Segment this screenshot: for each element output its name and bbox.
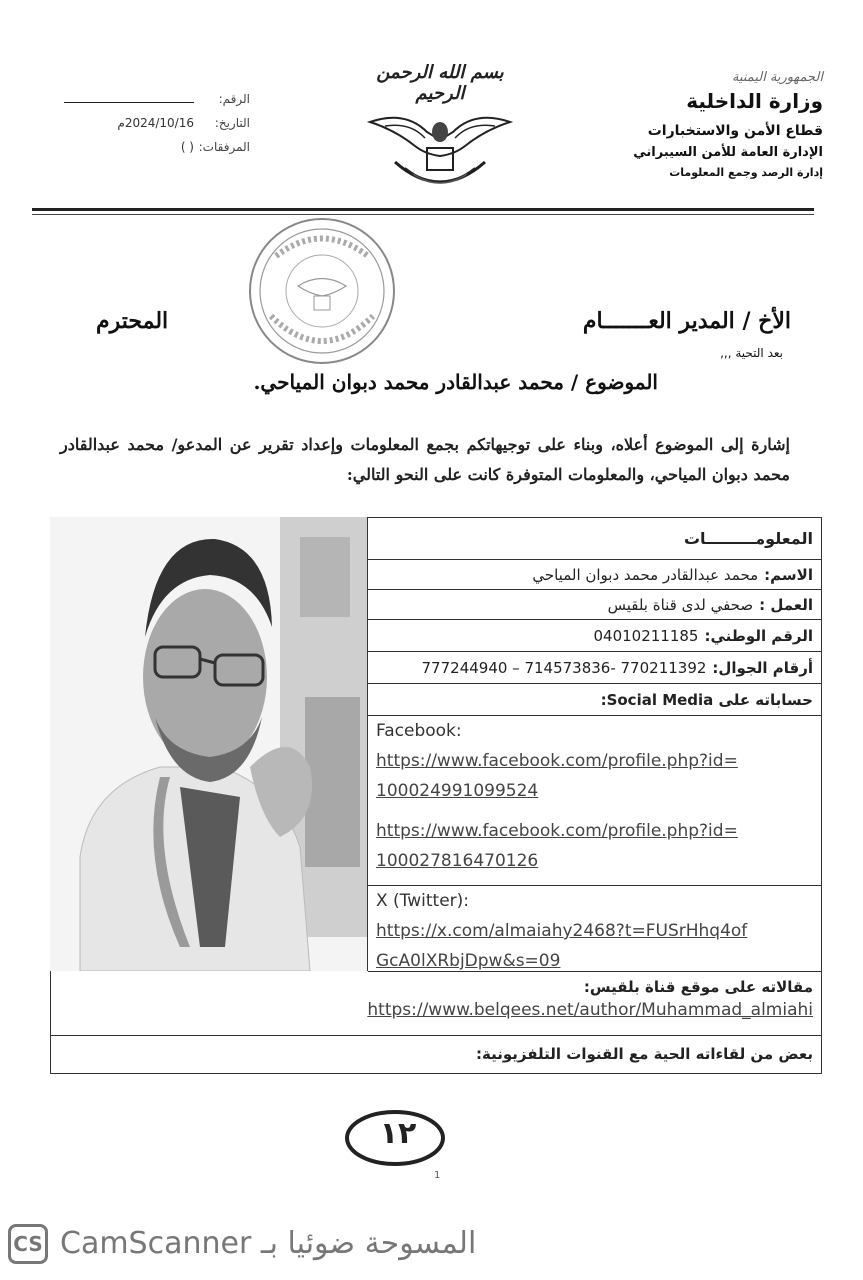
national-id-value: 04010211185 <box>593 626 699 645</box>
camscanner-logo-icon: CS <box>8 1224 48 1264</box>
republic-name: الجمهورية اليمنية <box>731 70 823 85</box>
twitter-label: X (Twitter): <box>376 891 470 911</box>
social-row <box>368 684 821 716</box>
attachments-value: ( ) <box>180 140 194 154</box>
honorific: المحترم <box>96 308 169 334</box>
twitter-link-b[interactable]: GcA0lXRbjDpw&s=09 <box>376 951 561 971</box>
greeting: بعد التحية ,,, <box>720 346 783 360</box>
department-name: إدارة الرصد وجمع المعلومات <box>669 166 823 179</box>
job-label: العمل : <box>759 595 813 614</box>
articles-label: مقالاته على موقع قناة بلقيس: <box>583 978 813 996</box>
sector-name: قطاع الأمن والاستخبارات <box>647 123 823 139</box>
national-emblem-icon <box>365 102 515 194</box>
camscanner-text: CamScanner المسوحة ضوئيا بـ <box>60 1226 477 1261</box>
tv-label: بعض من لقاءاته الحية مع القنوات التلفزيونية: <box>476 1045 813 1063</box>
letter-meta <box>60 92 250 164</box>
twitter-cell <box>368 886 821 972</box>
facebook-link-2b[interactable]: 100027816470126 <box>376 851 539 871</box>
national-id-row <box>368 620 821 652</box>
ref-blank-line <box>64 92 194 103</box>
info-heading: المعلومـــــــــات <box>683 529 813 548</box>
articles-row <box>51 972 821 1036</box>
subject-photo <box>50 517 368 971</box>
info-heading-row <box>368 518 821 560</box>
national-id-label: الرقم الوطني: <box>704 626 813 645</box>
facebook-label: Facebook: <box>376 721 462 741</box>
job-value: صحفي لدى قناة بلقيس <box>607 595 754 614</box>
phones-value: 777244940 – 714573836- 770211392 <box>421 658 707 677</box>
ministry-name: وزارة الداخلية <box>686 89 823 113</box>
bismillah-text: بسم الله الرحمن الرحيم <box>376 62 504 104</box>
name-row <box>368 560 821 590</box>
date-row <box>60 116 250 130</box>
page-number: 1 <box>434 1170 441 1181</box>
social-label: حساباته على Social Media: <box>600 690 813 709</box>
facebook-cell <box>368 716 821 886</box>
articles-link[interactable]: https://www.belqees.net/author/Muhammad_almiahi <box>367 1000 813 1020</box>
header-divider <box>32 208 814 211</box>
tv-row <box>51 1036 821 1072</box>
attachments-row <box>60 140 250 154</box>
attachments-label: المرفقات: <box>198 140 250 154</box>
phones-row <box>368 652 821 684</box>
subject-line: الموضوع / محمد عبدالقادر محمد دبوان المياحي. <box>253 370 658 394</box>
directorate-name: الإدارة العامة للأمن السيبراني <box>633 145 823 160</box>
twitter-link-a[interactable]: https://x.com/almaiahy2468?t=FUSrHhq4of <box>376 921 748 941</box>
facebook-link-1a[interactable]: https://www.facebook.com/profile.php?id= <box>376 751 738 771</box>
ref-label: الرقم: <box>218 92 250 106</box>
phones-label: أرقام الجوال: <box>712 658 813 677</box>
ref-row <box>60 92 250 106</box>
facebook-link-2a[interactable]: https://www.facebook.com/profile.php?id= <box>376 821 738 841</box>
header-divider-thin <box>32 214 814 215</box>
date-value: 2024/10/16م <box>117 116 194 130</box>
name-label: الاسم: <box>764 565 813 584</box>
name-value: محمد عبدالقادر محمد دبوان المياحي <box>532 565 759 584</box>
job-row <box>368 590 821 620</box>
intro-paragraph: إشارة إلى الموضوع أعلاه، وبناء على توجيهاتكم بجمع المعلومات وإعداد تقرير عن المدعو/ محمد عبدالقادر محمد دبوان المياحي، والمعلومات المتوفرة كانت على النحو التالي: <box>60 435 790 484</box>
date-label: التاريخ: <box>214 116 250 130</box>
handwritten-page-number: ١٢ <box>379 1116 417 1151</box>
issuer-header <box>563 70 823 179</box>
camscanner-footer <box>8 1224 568 1266</box>
official-stamp-icon <box>246 216 398 366</box>
facebook-link-1b[interactable]: 100024991099524 <box>376 781 539 801</box>
addressee: الأخ / المدير العـــــــام <box>582 308 791 334</box>
